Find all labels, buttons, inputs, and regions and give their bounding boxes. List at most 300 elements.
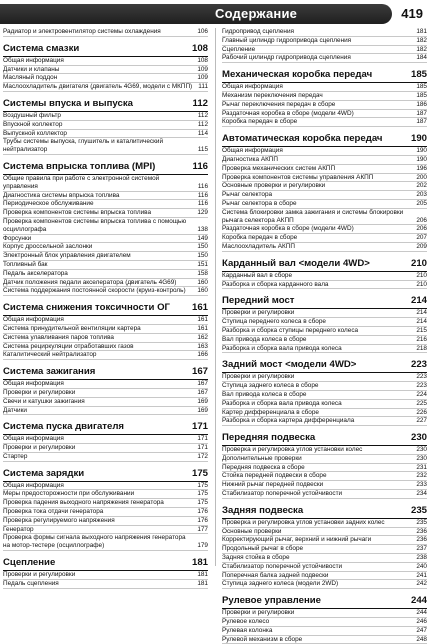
entry-page-number: 182 (416, 36, 427, 44)
toc-entry (222, 490, 427, 499)
toc-entry (222, 481, 427, 490)
entry-title: Разборка и сборка вала привода колеса (222, 344, 342, 352)
toc-entry (3, 517, 208, 526)
entry-page-number: 226 (416, 408, 427, 416)
entry-page-number: 108 (197, 56, 208, 64)
toc-entry (222, 309, 427, 318)
entry-page-number: 196 (416, 164, 427, 172)
entry-title: Общая информация (3, 435, 64, 443)
entry-page-number: 106 (197, 28, 208, 35)
entry-title: Проверка компонентов системы управления АКПП (222, 173, 374, 181)
toc-entry (222, 243, 427, 252)
entry-title: Коробка передач в сборе (222, 234, 298, 242)
section-title: Система пуска двигателя (3, 421, 125, 433)
toc-entry (3, 218, 208, 235)
toc-entry (3, 279, 208, 288)
entry-title: Общая информация (222, 83, 283, 91)
entry-title: Проверки и регулировки (222, 373, 295, 381)
toc-entry (3, 28, 208, 37)
entry-title: Форсунки (3, 234, 32, 242)
entry-title: Основные проверки и регулировки (222, 182, 326, 190)
toc-entry (222, 327, 427, 336)
section-page-number: 108 (191, 42, 208, 54)
entry-title: Трубы системы выпуска, глушитель и каталитический нейтрализатор (3, 138, 164, 154)
entry-page-number: 244 (416, 609, 427, 617)
entry-title: Свечи и катушки зажигания (3, 397, 85, 405)
entry-page-number: 181 (416, 28, 427, 35)
section-page-number: 235 (410, 504, 427, 516)
entry-page-number: 205 (416, 199, 427, 207)
section-title: Система снижения токсичности ОГ (3, 302, 170, 314)
section-title: Система зарядки (3, 467, 85, 479)
toc-entry (222, 572, 427, 581)
entry-title: Стойка передней подвески в сборе (222, 472, 327, 480)
section-page-number: 116 (192, 160, 208, 172)
section-page-number: 230 (410, 432, 427, 444)
entry-title: Рабочий цилиндр гидропривода сцепления (222, 54, 351, 62)
entry-page-number: 214 (416, 318, 427, 326)
entry-title: Датчики и клапаны (3, 65, 60, 73)
toc-entry (222, 409, 427, 418)
section-page-number: 161 (191, 302, 208, 314)
entry-page-number: 225 (416, 399, 427, 407)
entry-page-number: 237 (416, 545, 427, 553)
section-title: Задний мост <модели 4WD> (222, 359, 357, 371)
section-page-number: 223 (410, 359, 427, 371)
entry-page-number: 227 (416, 417, 427, 425)
entry-page-number: 116 (197, 191, 208, 199)
entry-page-number: 236 (416, 536, 427, 544)
entry-title: Разборка и сборка вала привода колеса (222, 399, 342, 407)
entry-page-number: 200 (416, 173, 427, 181)
toc-entry (3, 380, 208, 389)
toc-entry (222, 54, 427, 63)
entry-title: Стабилизатор поперечной устойчивости (222, 490, 343, 498)
entry-title: Проверка и регулировка углов установки колес (222, 446, 363, 454)
entry-page-number: 223 (416, 373, 427, 381)
entry-title: Задняя стойка в сборе (222, 554, 290, 562)
toc-entry (3, 407, 208, 416)
toc-section-heading (222, 505, 427, 519)
toc-entry (222, 225, 427, 234)
entry-title: Раздаточная коробка в сборе (модели 4WD) (222, 109, 354, 117)
section-title: Система впрыска топлива (MPI) (3, 160, 156, 172)
section-page-number: 171 (191, 421, 208, 433)
entry-title: Вал привода колеса в сборе (222, 390, 307, 398)
toc-entry (3, 526, 208, 535)
section-page-number: 190 (410, 133, 427, 145)
entry-title: Стартер (3, 452, 28, 460)
entry-page-number: 114 (197, 129, 208, 137)
entry-title: Вал привода колеса в сборе (222, 335, 307, 343)
entry-page-number: 160 (197, 278, 208, 286)
toc-entry (222, 118, 427, 127)
toc-column-right (222, 28, 427, 644)
entry-page-number: 207 (416, 234, 427, 242)
entry-page-number: 176 (197, 516, 208, 524)
toc-section-heading (3, 468, 208, 482)
entry-page-number: 151 (197, 260, 208, 268)
toc-entry (222, 636, 427, 644)
entry-page-number: 169 (197, 406, 208, 414)
entry-page-number: 181 (197, 579, 208, 587)
section-page-number: 210 (410, 257, 427, 269)
entry-page-number: 177 (197, 525, 208, 533)
entry-page-number: 235 (416, 518, 427, 526)
entry-title: Общая информация (3, 56, 64, 64)
entry-title: Маслоохладитель АКПП (222, 242, 295, 250)
toc-entry (3, 270, 208, 279)
entry-title: Нижний рычаг передней подвески (222, 481, 324, 489)
entry-title: Педаль сцепления (3, 579, 59, 587)
entry-title: Поперечная балка задней подвески (222, 571, 329, 579)
entry-title: Разборка и сборка картера дифференциала (222, 417, 355, 425)
toc-section-heading (222, 69, 427, 83)
entry-title: Проверки и регулировки (222, 309, 295, 317)
entry-title: Периодическое обслуживание (3, 200, 94, 208)
entry-page-number: 175 (197, 490, 208, 498)
section-page-number: 185 (410, 69, 427, 81)
entry-title: Проверки и регулировки (3, 444, 76, 452)
toc-entry (3, 453, 208, 462)
toc-entry (3, 534, 208, 551)
entry-title: Ступица переднего колеса в сборе (222, 318, 326, 326)
entry-page-number: 169 (197, 397, 208, 405)
entry-title: Разборка и сборка карданного вала (222, 280, 329, 288)
entry-page-number: 203 (416, 191, 427, 199)
entry-title: Сцепление (222, 45, 256, 53)
section-title: Передняя подвеска (222, 432, 316, 444)
section-page-number: 167 (191, 366, 208, 378)
entry-title: Рычаг переключения передач в сборе (222, 100, 336, 108)
toc-entry (222, 563, 427, 572)
entry-title: Генератор (3, 525, 34, 533)
entry-page-number: 175 (197, 499, 208, 507)
toc-entry (3, 175, 208, 192)
entry-page-number: 116 (197, 182, 208, 190)
entry-title: Диагностика системы впрыска топлива (3, 191, 120, 199)
entry-page-number: 116 (197, 200, 208, 208)
toc-entry (222, 391, 427, 400)
section-title: Автоматическая коробка передач (222, 133, 383, 145)
toc-entry (222, 165, 427, 174)
toc-entry (3, 138, 208, 155)
entry-page-number: 167 (197, 388, 208, 396)
toc-entry (222, 400, 427, 409)
entry-page-number: 112 (197, 111, 208, 119)
toc-entry (3, 57, 208, 66)
toc-entry (3, 490, 208, 499)
entry-title: Проверка падения выходного напряжения генератора (3, 499, 164, 507)
entry-page-number: 247 (416, 626, 427, 634)
toc-entry (222, 554, 427, 563)
entry-title: Маслоохладитель двигателя (двигатель 4G69, модели с МКПП) (3, 83, 193, 91)
entry-page-number: 185 (416, 83, 427, 91)
entry-title: Картер дифференциала в сборе (222, 408, 319, 416)
toc-entry (222, 373, 427, 382)
toc-section-heading (3, 421, 208, 435)
entry-title: Проверка формы сигнала выходного напряжения генератора на мотор-тестере (осциллографе) (3, 534, 186, 550)
entry-page-number: 182 (416, 45, 427, 53)
section-page-number: 175 (191, 467, 208, 479)
entry-page-number: 216 (416, 335, 427, 343)
entry-page-number: 111 (198, 83, 208, 91)
section-page-number: 112 (192, 97, 208, 109)
toc-entry (3, 316, 208, 325)
toc-section-heading (3, 43, 208, 57)
entry-title: Основные проверки (222, 527, 282, 535)
entry-title: Впускной коллектор (3, 120, 63, 128)
toc-entry (222, 182, 427, 191)
entry-title: Карданный вал в сборе (222, 271, 293, 279)
entry-title: Дополнительные проверки (222, 454, 302, 462)
toc-section-heading (3, 98, 208, 112)
toc-entry (3, 252, 208, 261)
entry-page-number: 161 (197, 316, 208, 324)
entry-page-number: 210 (416, 280, 427, 288)
toc-entry (222, 92, 427, 101)
toc-entry (3, 121, 208, 130)
entry-title: Проверки и регулировки (3, 571, 76, 579)
entry-page-number: 214 (416, 309, 427, 317)
toc-entry (222, 417, 427, 426)
entry-title: Проверка регулируемого напряжения (3, 516, 115, 524)
entry-page-number: 166 (197, 351, 208, 359)
toc-entry (3, 334, 208, 343)
toc-entry (3, 112, 208, 121)
toc-section-heading (222, 133, 427, 147)
entry-page-number: 138 (197, 225, 208, 233)
toc-entry (3, 508, 208, 517)
toc-entry (222, 519, 427, 528)
entry-page-number: 150 (197, 252, 208, 260)
entry-title: Масляный поддон (3, 74, 58, 82)
entry-page-number: 248 (416, 635, 427, 643)
toc-entry (222, 618, 427, 627)
toc-entry (222, 472, 427, 481)
entry-page-number: 233 (416, 481, 427, 489)
entry-page-number: 246 (416, 618, 427, 626)
entry-page-number: 206 (416, 216, 427, 224)
entry-page-number: 172 (197, 452, 208, 460)
toc-entry (222, 536, 427, 545)
toc-entry (222, 455, 427, 464)
entry-title: Общая информация (3, 380, 64, 388)
entry-page-number: 187 (416, 118, 427, 126)
section-title: Карданный вал <модели 4WD> (222, 257, 370, 269)
section-title: Системы впуска и выпуска (3, 97, 133, 109)
entry-page-number: 150 (197, 243, 208, 251)
toc-entry (222, 28, 427, 37)
entry-title: Коробка передач в сборе (222, 118, 298, 126)
entry-page-number: 238 (416, 554, 427, 562)
entry-title: Общая информация (3, 481, 64, 489)
toc-entry (3, 243, 208, 252)
toc-entry (3, 325, 208, 334)
page-header (0, 0, 429, 27)
entry-page-number: 187 (416, 109, 427, 117)
section-title: Передний мост (222, 295, 295, 307)
entry-page-number: 202 (416, 182, 427, 190)
entry-page-number: 112 (197, 120, 208, 128)
entry-title: Педаль акселератора (3, 269, 68, 277)
entry-page-number: 162 (197, 333, 208, 341)
toc-entry (222, 580, 427, 589)
entry-page-number: 190 (416, 147, 427, 155)
entry-page-number: 167 (197, 380, 208, 388)
section-page-number: 214 (410, 295, 427, 307)
toc-entry (222, 200, 427, 209)
entry-page-number: 234 (416, 490, 427, 498)
entry-page-number: 242 (416, 580, 427, 588)
toc-entry (3, 389, 208, 398)
entry-title: Механизм переключения передач (222, 91, 323, 99)
entry-title: Рулевой механизм в сборе (222, 635, 303, 643)
entry-page-number: 109 (197, 74, 208, 82)
column-divider (215, 28, 216, 566)
entry-page-number: 129 (197, 209, 208, 217)
entry-page-number: 163 (197, 342, 208, 350)
entry-title: Ступица заднего колеса в сборе (222, 382, 319, 390)
toc-entry (222, 191, 427, 200)
entry-title: Электронный блок управления двигателем (3, 252, 131, 260)
entry-page-number: 176 (197, 508, 208, 516)
section-title: Сцепление (3, 557, 56, 569)
entry-page-number: 223 (416, 382, 427, 390)
entry-title: Передняя подвеска в сборе (222, 463, 305, 471)
toc-section-heading (3, 366, 208, 380)
toc-entry (3, 444, 208, 453)
entry-page-number: 109 (197, 65, 208, 73)
toc-entry (222, 336, 427, 345)
toc-entry (222, 272, 427, 281)
entry-title: Диагностика АКПП (222, 155, 278, 163)
entry-title: Раздаточная коробка в сборе (модели 4WD) (222, 225, 354, 233)
entry-title: Система блокировки замка зажигания и системы блокировки рычага селектора АКПП (222, 208, 404, 224)
toc-section-heading (222, 595, 427, 609)
entry-title: Рулевое колесо (222, 618, 270, 626)
toc-section-heading (3, 161, 208, 175)
toc-entry (222, 37, 427, 46)
toc-entry (3, 571, 208, 580)
entry-page-number: 181 (197, 571, 208, 579)
entry-title: Топливный бак (3, 260, 48, 268)
toc-entry (222, 627, 427, 636)
toc-section-heading (222, 432, 427, 446)
entry-page-number: 160 (197, 287, 208, 295)
entry-title: Выпускной коллектор (3, 129, 67, 137)
entry-page-number: 175 (197, 481, 208, 489)
toc-entry (3, 499, 208, 508)
toc-column-left (3, 28, 208, 589)
section-title: Система зажигания (3, 366, 96, 378)
toc-entry (222, 318, 427, 327)
toc-entry (222, 101, 427, 110)
entry-page-number: 230 (416, 454, 427, 462)
entry-title: Общие правила при работе с электронной системой управления (3, 174, 160, 190)
section-title: Система смазки (3, 42, 80, 54)
entry-title: Стабилизатор поперечной устойчивости (222, 562, 343, 570)
entry-page-number: 185 (416, 91, 427, 99)
entry-title: Система поддержания постоянной скорости (круиз-контроль) (3, 287, 186, 295)
entry-title: Воздушный фильтр (3, 111, 61, 119)
section-title: Задняя подвеска (222, 504, 304, 516)
toc-entry (222, 545, 427, 554)
entry-title: Система рециркуляции отработавших газов (3, 342, 134, 350)
toc-entry (222, 156, 427, 165)
entry-page-number: 218 (416, 344, 427, 352)
entry-page-number: 215 (416, 326, 427, 334)
toc-entry (222, 147, 427, 156)
entry-title: Каталитический нейтрализатор (3, 351, 97, 359)
entry-page-number: 161 (197, 324, 208, 332)
entry-title: Ступица заднего колеса (модели 2WD) (222, 580, 339, 588)
entry-page-number: 149 (197, 234, 208, 242)
section-page-number: 244 (410, 595, 427, 607)
section-title: Рулевое управление (222, 595, 321, 607)
toc-section-heading (222, 295, 427, 309)
toc-entry (3, 343, 208, 352)
toc-entry (222, 234, 427, 243)
entry-page-number: 158 (197, 269, 208, 277)
page-title: Содержание (215, 6, 298, 21)
entry-title: Проверки и регулировки (222, 609, 295, 617)
entry-page-number: 184 (416, 54, 427, 62)
entry-title: Проверка компонентов системы впрыска топлива с помощью осциллографа (3, 217, 187, 233)
header-bar (0, 4, 392, 24)
entry-title: Рулевая колонка (222, 626, 273, 634)
entry-title: Рычаг селектора (222, 191, 273, 199)
entry-title: Рычаг селектора в сборе (222, 199, 297, 207)
entry-page-number: 231 (416, 463, 427, 471)
entry-title: Корпус дроссельной заслонки (3, 243, 93, 251)
toc-entry (222, 446, 427, 455)
entry-title: Датчик положения педали акселератора (двигатель 4G69) (3, 278, 177, 286)
entry-page-number: 179 (197, 542, 208, 550)
toc-entry (222, 609, 427, 618)
toc-entry (3, 351, 208, 360)
entry-title: Система улавливания паров топлива (3, 333, 114, 341)
entry-title: Проверка механических систем АКПП (222, 164, 336, 172)
entry-title: Гидропривод сцепления (222, 28, 294, 35)
section-title: Механическая коробка передач (222, 69, 373, 81)
entry-title: Разборка и сборка ступицы переднего колеса (222, 326, 359, 334)
toc-entry (222, 281, 427, 290)
entry-title: Общая информация (3, 316, 64, 324)
toc-entry (3, 580, 208, 589)
toc-section-heading (3, 557, 208, 571)
toc-entry (222, 382, 427, 391)
entry-page-number: 230 (416, 446, 427, 454)
entry-title: Меры предосторожности при обслуживании (3, 490, 135, 498)
toc-entry (3, 287, 208, 296)
toc-section-heading (222, 258, 427, 272)
entry-page-number: 190 (416, 155, 427, 163)
entry-page-number: 209 (416, 242, 427, 250)
entry-title: Общая информация (222, 147, 283, 155)
entry-page-number: 206 (416, 225, 427, 233)
entry-title: Проверка тока отдачи генератора (3, 508, 104, 516)
entry-title: Радиатор и электровентилятор системы охлаждения (3, 28, 161, 35)
entry-page-number: 240 (416, 562, 427, 570)
entry-page-number: 232 (416, 472, 427, 480)
entry-page-number: 241 (416, 571, 427, 579)
toc-entry (222, 83, 427, 92)
toc-entry (3, 398, 208, 407)
toc-entry (3, 83, 208, 92)
entry-page-number: 186 (416, 100, 427, 108)
toc-entry (3, 261, 208, 270)
